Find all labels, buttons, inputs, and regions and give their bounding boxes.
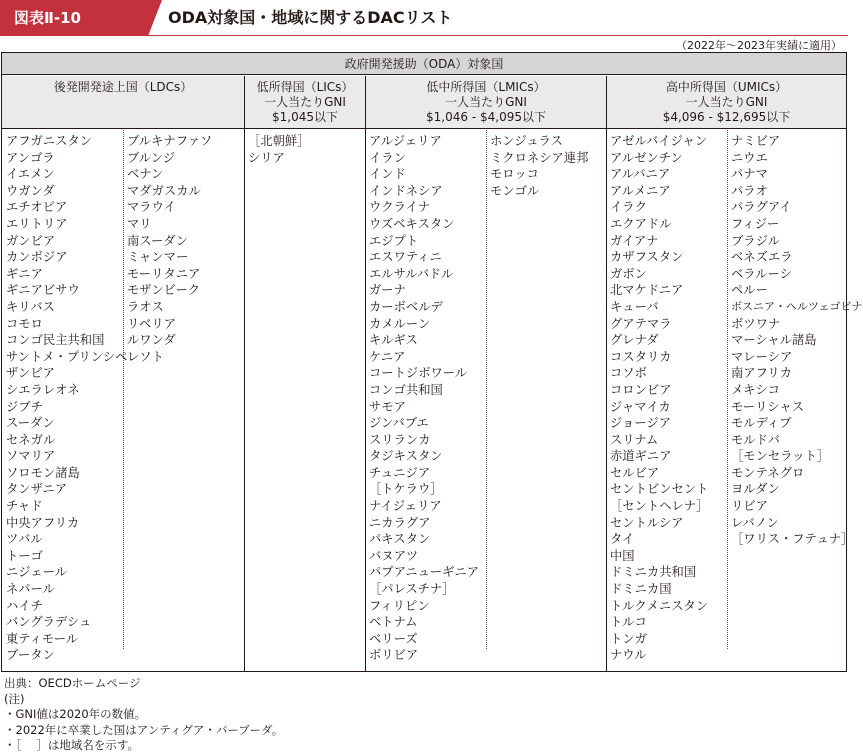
country-item: コスタリカ <box>610 349 672 364</box>
country-item: ドミニカ共和国 <box>610 565 697 580</box>
country-item: ホンジュラス <box>490 134 563 148</box>
country-item: マレーシア <box>731 349 793 364</box>
lmic-list-1 <box>369 133 479 664</box>
country-item: ウズベキスタン <box>369 216 455 231</box>
country-item: セントビンセント <box>610 482 709 497</box>
column-divider <box>606 76 607 672</box>
country-item: エジプト <box>369 233 419 248</box>
country-item: グアテマラ <box>610 316 672 331</box>
ldc-list-1 <box>6 133 127 664</box>
country-item: キューバ <box>610 299 659 314</box>
country-item: マリ <box>127 216 152 231</box>
country-item: セントルシア <box>610 515 684 530</box>
country-item: キリバス <box>6 299 55 314</box>
header-umic: 高中所得国（UMICs） 一人当たりGNI $4,096 - $12,695以下 <box>662 80 791 124</box>
country-item: カザフスタン <box>610 250 684 265</box>
country-item: ［パレスチナ］ <box>369 582 455 597</box>
country-item: イエメン <box>6 167 55 182</box>
figure-number: 図表Ⅱ-10 <box>0 0 148 36</box>
country-item: スリナム <box>610 432 659 447</box>
source-note: 出典：OECDホームページ <box>4 676 141 690</box>
country-item: モルディブ <box>731 416 792 431</box>
country-item: ペルー <box>731 283 768 298</box>
country-item: ニウエ <box>731 150 768 165</box>
country-item: エスワティニ <box>369 250 442 265</box>
country-item: ナミビア <box>731 134 781 148</box>
country-item: ブルキナファソ <box>127 134 213 148</box>
title-rule <box>0 35 848 36</box>
country-item: チャド <box>6 499 43 514</box>
country-item: 北マケドニア <box>610 283 684 298</box>
country-item: インドネシア <box>369 183 443 198</box>
title-bar <box>0 0 848 36</box>
country-item: スーダン <box>6 416 55 431</box>
country-item: タンザニア <box>6 482 67 497</box>
country-item: コートジボワール <box>369 366 468 381</box>
country-item: アンゴラ <box>6 150 55 165</box>
country-item: ベナン <box>127 167 164 182</box>
page-title: ODA対象国・地域に関するDACリスト <box>168 8 453 27</box>
country-item: ガンビア <box>6 233 56 248</box>
country-item: モーリシャス <box>731 399 805 414</box>
subcolumn-divider <box>727 130 728 649</box>
country-item: ベリーズ <box>369 631 418 646</box>
country-item: フィリピン <box>369 598 430 613</box>
country-item: エリトリア <box>6 216 68 231</box>
country-item: エルサルバドル <box>369 266 454 281</box>
country-item: ヨルダン <box>731 482 780 497</box>
country-item: アルジェリア <box>369 134 442 148</box>
country-item: トンガ <box>610 631 647 646</box>
country-item: グレナダ <box>610 333 659 348</box>
country-item: ブータン <box>6 648 55 663</box>
country-item: ブラジル <box>731 233 780 248</box>
subcolumn-divider <box>486 130 487 649</box>
country-item: ルワンダ <box>127 333 176 348</box>
country-item: シリア <box>248 150 285 165</box>
header-categories <box>2 76 846 129</box>
country-item: ガボン <box>610 266 647 281</box>
country-item: アルゼンチン <box>610 150 683 165</box>
country-item: マラウイ <box>127 200 176 215</box>
country-item: スリランカ <box>369 432 431 447</box>
country-item: サモア <box>369 399 406 414</box>
country-item: ボリビア <box>369 648 419 663</box>
country-item: メキシコ <box>731 382 781 397</box>
country-item: ソロモン諸島 <box>6 465 80 480</box>
header-lic: 低所得国（LICs） 一人当たりGNI $1,045以下 <box>256 80 354 124</box>
umic-list-1 <box>610 133 708 664</box>
country-item: 中国 <box>610 548 635 563</box>
country-item: キルギス <box>369 333 418 348</box>
country-item: ハイチ <box>6 598 43 613</box>
country-item: ギニア <box>6 266 43 281</box>
country-item: チュニジア <box>369 465 431 480</box>
country-item: リベリア <box>127 316 176 331</box>
country-item: モンゴル <box>490 183 540 198</box>
country-item: ［セントヘレナ］ <box>610 499 709 514</box>
country-item: ミャンマー <box>127 250 189 265</box>
country-item: ドミニカ国 <box>610 582 672 597</box>
country-item: モンテネグロ <box>731 465 805 480</box>
country-item: レバノン <box>731 515 779 530</box>
country-item: ジャマイカ <box>610 399 671 414</box>
country-item: コソボ <box>610 366 647 381</box>
country-item: アルメニア <box>610 183 671 198</box>
country-item: モロッコ <box>490 167 539 182</box>
country-item: ［モンセラット］ <box>731 449 830 464</box>
country-item: ベラルーシ <box>731 266 792 281</box>
country-item: ミクロネシア連邦 <box>490 150 589 165</box>
note-graduated: ・2022年に卒業した国はアンティグア・バーブーダ。 <box>4 722 284 737</box>
country-item: イラン <box>369 150 406 165</box>
country-item: モーリタニア <box>127 266 201 281</box>
header-oda-recipients: 政府開発援助（ODA）対象国 <box>2 53 846 75</box>
country-item: コロンビア <box>610 382 672 397</box>
country-item: ジブチ <box>6 399 43 414</box>
country-item: コモロ <box>6 316 43 331</box>
country-item: ジンバブエ <box>369 416 429 431</box>
lmic-list-2 <box>490 133 588 199</box>
country-item: 赤道ギニア <box>610 449 672 464</box>
country-item: マダガスカル <box>127 183 201 198</box>
country-item: ネパール <box>6 582 55 597</box>
column-divider <box>365 76 366 672</box>
country-item: パラグアイ <box>731 200 792 215</box>
country-item: ニカラグア <box>369 515 431 530</box>
note-regions: ・［ ］は地域名を示す。 <box>4 738 139 752</box>
country-item: 東ティモール <box>6 631 79 646</box>
country-item: ナイジェリア <box>369 499 442 514</box>
country-item: カーボベルデ <box>369 299 443 314</box>
country-item: マーシャル諸島 <box>731 333 817 348</box>
column-divider <box>244 76 245 672</box>
country-item: イラク <box>610 200 647 215</box>
ldc-list-2 <box>127 133 212 365</box>
dac-list-table <box>1 52 863 672</box>
country-item: ボスニア・ヘルツェゴビナ <box>731 299 863 313</box>
country-item: シエラレオネ <box>6 382 80 397</box>
country-item: ザンビア <box>6 366 55 381</box>
country-item: トルコ <box>610 615 647 630</box>
country-item: 南スーダン <box>127 233 188 248</box>
country-item: レソト <box>127 349 164 364</box>
lic-list <box>248 133 310 166</box>
country-item: モルドバ <box>731 432 780 447</box>
country-item: インド <box>369 167 406 182</box>
country-item: パプアニューギニア <box>369 565 480 580</box>
country-item: ニジェール <box>6 565 67 580</box>
country-item: モザンビーク <box>127 283 201 298</box>
country-item: トルクメニスタン <box>610 598 709 613</box>
country-item: アゼルバイジャン <box>610 134 708 148</box>
country-item: パラオ <box>731 183 768 198</box>
footer-notes <box>4 676 283 754</box>
country-item: リビア <box>731 499 768 514</box>
country-item: パキスタン <box>369 532 431 547</box>
notes-heading: (注) <box>4 691 25 706</box>
country-item: エチオピア <box>6 200 68 215</box>
period-note: （2022年～2023年実績に適用） <box>676 39 842 52</box>
country-item: アフガニスタン <box>6 134 92 148</box>
country-item: ウガンダ <box>6 183 55 198</box>
country-item: コンゴ共和国 <box>369 382 443 397</box>
country-item: ジョージア <box>610 416 671 431</box>
country-item: 中央アフリカ <box>6 515 80 530</box>
header-ldc: 後発開発途上国（LDCs） <box>53 80 193 94</box>
country-item: ガイアナ <box>610 233 659 248</box>
country-item: ツバル <box>6 532 43 547</box>
country-item: バングラデシュ <box>6 615 92 630</box>
country-item: コンゴ民主共和国 <box>6 333 105 348</box>
country-item: アルバニア <box>610 167 671 182</box>
country-item: トーゴ <box>6 548 43 563</box>
country-item: エクアドル <box>610 216 672 231</box>
country-item: ラオス <box>127 299 164 314</box>
country-item: ［北朝鮮］ <box>248 134 310 148</box>
country-item: タイ <box>610 532 635 547</box>
country-item: ブルンジ <box>127 150 176 165</box>
country-item: セルビア <box>610 465 660 480</box>
country-item: ソマリア <box>6 449 56 464</box>
country-item: バヌアツ <box>369 548 419 563</box>
country-item: 南アフリカ <box>731 366 792 381</box>
country-item: ボツワナ <box>731 316 781 331</box>
country-item: カメルーン <box>369 316 431 331</box>
note-gni: ・GNI値は2020年の数値。 <box>4 707 147 721</box>
country-item: ［トケラウ］ <box>369 482 443 497</box>
country-item: カンボジア <box>6 250 68 265</box>
country-item: ガーナ <box>369 283 406 298</box>
country-item: ナウル <box>610 648 647 663</box>
country-item: タジキスタン <box>369 449 443 464</box>
country-item: ウクライナ <box>369 200 431 215</box>
country-item: サントメ・プリンシペ <box>6 349 128 364</box>
country-item: ベネズエラ <box>731 250 793 265</box>
country-item: ケニア <box>369 349 406 364</box>
country-item: ［ワリス・フテュナ］ <box>731 532 854 547</box>
country-item: フィジー <box>731 216 780 231</box>
country-item: ベトナム <box>369 615 418 630</box>
umic-list-2 <box>731 133 863 548</box>
country-item: ギニアビサウ <box>6 283 80 298</box>
country-item: パナマ <box>731 167 768 182</box>
country-item: セネガル <box>6 432 56 447</box>
header-lmic: 低中所得国（LMICs） 一人当たりGNI $1,046 - $4,095以下 <box>426 80 546 124</box>
